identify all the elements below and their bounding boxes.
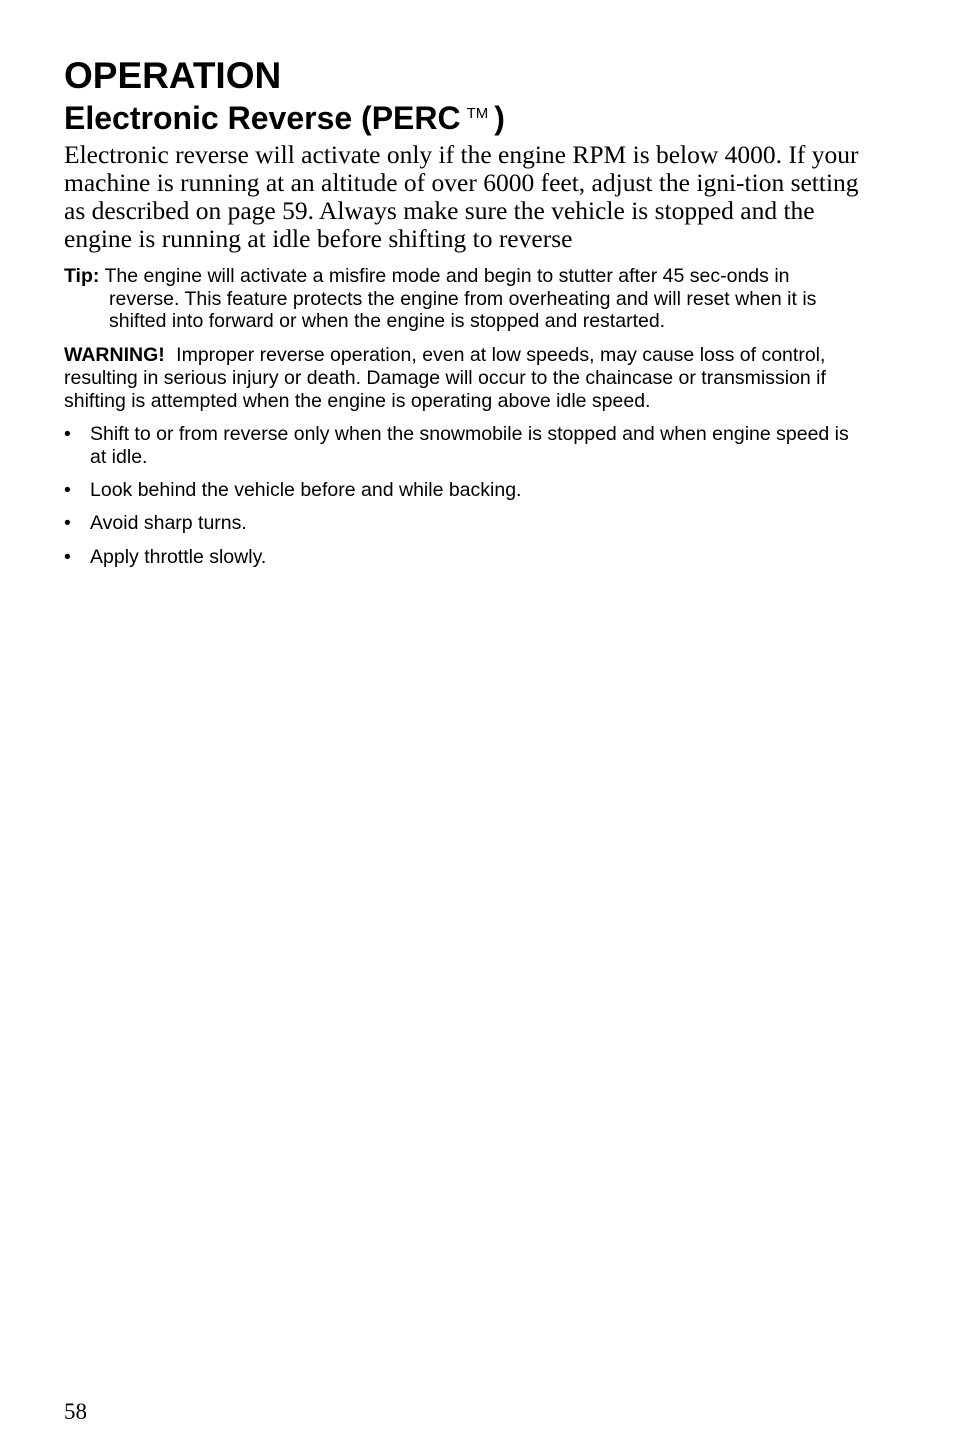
- page-number: 58: [64, 1399, 87, 1424]
- list-item: [64, 423, 864, 468]
- list-item: [64, 512, 864, 535]
- section-title: OPERATION: [64, 55, 282, 96]
- list-item: [64, 479, 864, 502]
- subsection-title-close: ): [494, 100, 505, 136]
- bullet-icon: •: [64, 512, 71, 535]
- subsection-title-text: Electronic Reverse (PERC: [64, 100, 461, 136]
- list-item-text: Avoid sharp turns.: [90, 512, 247, 535]
- bullet-icon: •: [64, 545, 71, 568]
- tip-text: The engine will activate a misfire mode and begin to stutter after 45 sec-onds in reverse. This feature protects the engine from overheating and will reset when it is shifted into forward or when the engine is stopped and restarted.: [104, 265, 817, 333]
- bullet-icon: •: [64, 479, 71, 502]
- manual-page-content: [64, 56, 864, 579]
- warning-label: WARNING!: [64, 344, 165, 367]
- warning-note: [64, 344, 864, 412]
- reverse-operation-list: [64, 423, 864, 568]
- tip-note: [64, 265, 864, 333]
- warning-text: Improper reverse operation, even at low speeds, may cause loss of control, resulting in serious injury or death. Damage will occur to the chaincase or transmission if shifting is attempted when the engine is operating above idle speed.: [64, 344, 826, 412]
- list-item-text: Look behind the vehicle before and while backing.: [90, 479, 522, 502]
- list-item: [64, 546, 864, 569]
- list-item-text: Shift to or from reverse only when the snowmobile is stopped and when engine speed is at idle.: [90, 423, 849, 468]
- list-item-text: Apply throttle slowly.: [90, 545, 267, 568]
- intro-paragraph: Electronic reverse will activate only if the engine RPM is below 4000. If your machine is running at an altitude of over 6000 feet, adjust the igni-tion setting as described on page 59. Always make sure the vehicle is stopped and the engine is running at idle before shifting to reverse: [64, 140, 859, 253]
- bullet-icon: •: [64, 423, 71, 446]
- trademark-symbol: TM: [466, 105, 489, 122]
- tip-label: Tip:: [64, 265, 100, 287]
- subsection-title: [64, 96, 864, 136]
